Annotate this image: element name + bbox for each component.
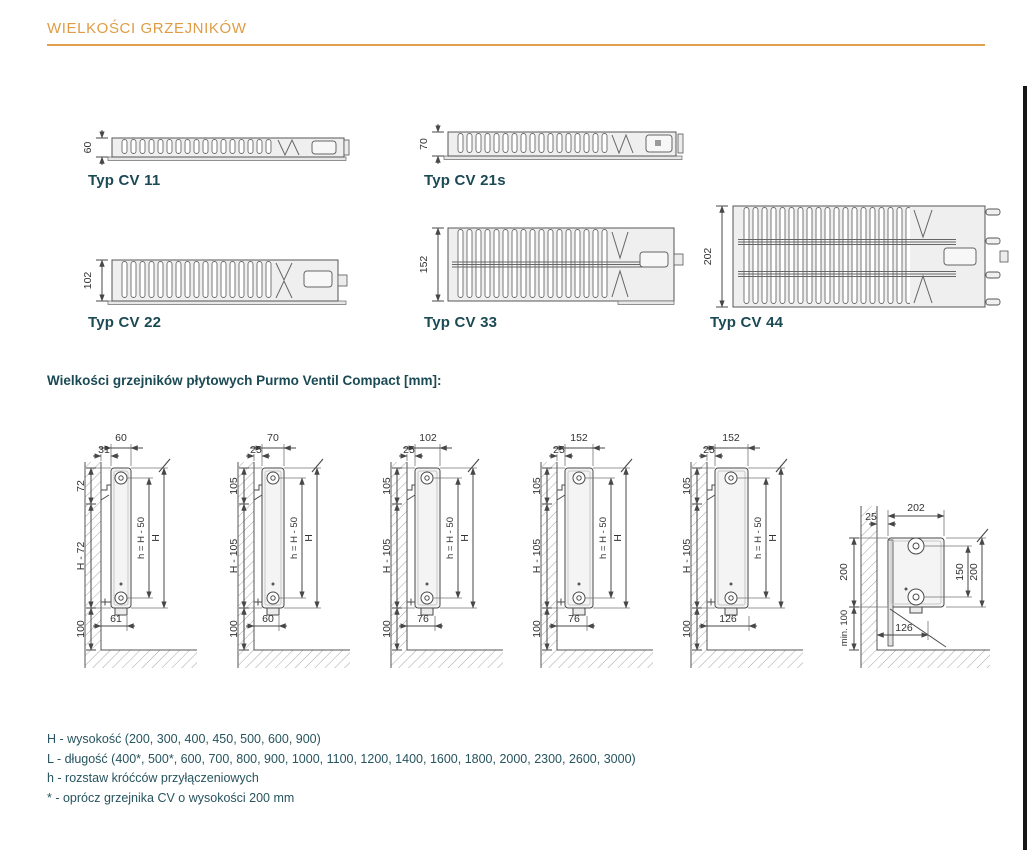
depth-dimension [418,228,444,301]
dim-bottom-offset: 126 [719,613,737,625]
radiator-section-body [444,132,683,160]
wall-and-floor [238,462,350,668]
radiator-section-body [448,228,683,305]
dim-height-right: 200 [968,563,980,581]
legend-line-pipe-spacing: h - rozstaw króćców przyłączeniowych [47,771,259,785]
radiator-side-view [707,468,748,615]
depth-dimension [82,260,108,301]
dim-bottom-offset: 76 [568,613,580,625]
dim-pipe-spacing: h = H - 50 [598,517,609,559]
page-title: WIELKOŚCI GRZEJNIKÓW [47,20,247,37]
dim-pipe-spacing: h = H - 50 [289,517,300,559]
depth-value: 202 [702,247,714,266]
depth-value: 152 [418,255,430,274]
dimension-drawing-cv33 [511,428,661,683]
dim-seg-bottom: 100 [531,620,543,638]
dim-wall-offset: 25 [250,444,262,456]
type-label-cv11: Typ CV 11 [88,172,161,189]
dim-top-width: 202 [907,502,925,514]
dim-seg-top: 105 [381,477,393,495]
dim-wall-offset: 25 [703,444,715,456]
dim-min-below: min. 100 [839,609,850,647]
radiator-section-body [733,206,1008,307]
dim-seg-top: 105 [531,477,543,495]
dim-wall-offset: 25 [865,511,877,523]
depth-value: 60 [82,141,94,154]
dim-wall-offset: 25 [553,444,565,456]
dim-seg-bottom: 100 [681,620,693,638]
dim-bottom-offset: 61 [110,613,122,625]
dim-height: H [767,534,779,542]
dim-pipe-spacing: h = H - 50 [445,517,456,559]
dim-height-left: 200 [838,563,850,581]
radiator-section-body [108,138,349,161]
dim-height: H [150,534,162,542]
depth-value: 70 [418,138,430,150]
dim-seg-bottom: 100 [381,620,393,638]
dimension-drawing-cv21s [208,428,358,683]
dim-top-width: 70 [267,432,279,444]
radiator-side-view [254,468,284,615]
dim-height: H [303,534,315,542]
depth-dimension [702,206,728,307]
title-rule [47,44,985,46]
dim-top-width: 152 [570,432,588,444]
dim-height: H [459,534,471,542]
dim-pipe-spacing: h = H - 50 [136,517,147,559]
legend-line-height: H - wysokość (200, 300, 400, 450, 500, 600, 900) [47,732,321,746]
dim-bottom-offset: 76 [417,613,429,625]
legend-line-note: * - oprócz grzejnika CV o wysokości 200 mm [47,790,295,805]
dim-wall-offset: 31 [98,444,110,456]
depth-value: 102 [82,271,94,290]
dimension-drawing-cv11 [55,428,205,683]
dim-bottom-offset: 126 [895,622,913,634]
wall-and-floor [541,462,653,668]
dim-seg-top: 72 [75,480,87,492]
dim-seg-top: 105 [681,477,693,495]
wall-and-floor [391,462,503,668]
type-label-cv22: Typ CV 22 [88,314,162,331]
radiator-side-view [101,468,131,615]
wall-and-floor [85,462,197,668]
dim-top-width: 102 [419,432,437,444]
page-edge-shadow [1023,86,1027,850]
dim-seg-mid: H - 105 [531,538,543,574]
cross-section-cv33 [418,216,708,320]
dim-pipe-spacing: 150 [954,563,966,581]
dim-bottom-offset: 60 [262,613,274,625]
legend [47,730,636,808]
dim-height: H [612,534,624,542]
detail-drawing-h200 [840,478,1025,693]
dimension-drawing-cv22 [361,428,511,683]
cross-section-cv44 [700,196,1012,328]
depth-dimension [418,124,444,164]
dim-seg-top: 105 [228,477,240,495]
type-label-cv44: Typ CV 44 [710,314,784,331]
dim-pipe-spacing: h = H - 50 [753,517,764,559]
radiator-side-view [557,468,593,615]
type-label-cv33: Typ CV 33 [424,314,498,331]
radiator-side-view [407,468,440,615]
dim-seg-mid: H - 105 [681,538,693,574]
dim-seg-bottom: 100 [75,620,87,638]
cross-section-cv22 [82,248,372,320]
dim-seg-mid: H - 105 [381,538,393,574]
depth-dimension [82,130,108,165]
legend-line-length: L - długość (400*, 500*, 600, 700, 800, 900, 1000, 1100, 1200, 1400, 1600, 1800, 2000, 2300, 2600, 3000) [47,751,636,766]
radiator-section-body [108,260,347,305]
dim-seg-mid: H - 105 [228,538,240,574]
dim-seg-bottom: 100 [228,620,240,638]
dim-seg-mid: H - 72 [75,541,87,571]
type-label-cv21s: Typ CV 21s [424,172,506,189]
dim-top-width: 152 [722,432,740,444]
dim-top-width: 60 [115,432,127,444]
section-subtitle: Wielkości grzejników płytowych Purmo Ventil Compact [mm]: [47,373,442,388]
dim-wall-offset: 25 [403,444,415,456]
dimension-drawing-wide [661,428,816,683]
